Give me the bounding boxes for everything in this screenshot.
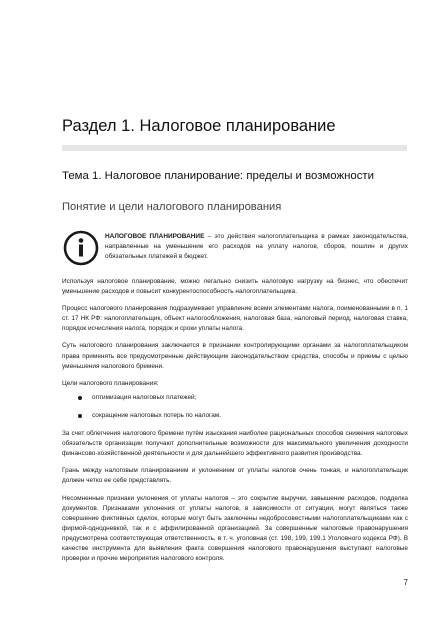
definition-block bbox=[105, 232, 408, 262]
paragraph: Несомненные признаки уклонения от уплаты налогов – это сокрытие выручки, завышение расходов, подделка документов. Признаками уклонения от уплаты налогов, в зависимости от ситуации, могут являться также совершение фиктивных сделок, которые могут быть заключены недобросовестными налогоплательщиками как с фирмой-однодневкой, так и с аффилированной организацией. За совершенные налоговые правонарушения предусмотрена соответствующая ответственность, в т. ч. уголовная (ст. 198, 199, 199.1 Уголовного кодекса РФ). В качестве инструмента для выявления факта совершения налогового правонарушения выступают налоговые проверки и прочие мероприятия налогового контроля. bbox=[62, 494, 408, 563]
section-title: Раздел 1. Налоговое планирование bbox=[62, 117, 336, 135]
list-item: оптимизация налоговых платежей; bbox=[84, 393, 408, 403]
goals-list bbox=[62, 393, 408, 421]
list-item: сокращение налоговых потерь по налогам. bbox=[84, 411, 408, 421]
section-divider bbox=[62, 145, 407, 151]
page-number: 7 bbox=[403, 578, 408, 587]
subsection-title: Понятие и цели налогового планирования bbox=[62, 201, 282, 213]
paragraph: Суть налогового планирования заключается в признании контролирующими органами за налогоплательщиком права применять все предусмотренные действующим законодательством средства, способы и приемы с целью уменьшения налогового бремени. bbox=[62, 342, 408, 370]
definition-text: – это действия налогоплательщика в рамках законодательства, направленные на уменьшение его расходов на уплату налогов, сборов, пошлин и других обязательных платежей в бюджет. bbox=[105, 233, 408, 261]
body-text bbox=[62, 277, 408, 571]
paragraph: За счет облегчения налогового бремени путём изыскания наиболее рациональных способов снижения налоговых обязательств организации получают дополнительные возможности для максимального увеличения доходности финансово-хозяйственной деятельности и для дальнейшего эффективного развития производства. bbox=[62, 430, 408, 458]
paragraph: Процесс налогового планирования подразумевает управление всеми элементами налога, поименованными в п. 1 ст. 17 НК РФ: налогоплательщик, объект налогообложения, налоговая база, налоговый период, налоговая ставка, порядок исчисления налога, порядок и сроки уплаты налога. bbox=[62, 305, 408, 333]
goals-heading: Цели налогового планирования: bbox=[62, 379, 159, 387]
definition-term: НАЛОГОВОЕ ПЛАНИРОВАНИЕ bbox=[105, 233, 205, 240]
paragraph: Грань между налоговым планированием и уклонением от уплаты налогов очень тонкая, и налогоплательщик должен четко ее себе представлять. bbox=[62, 467, 408, 485]
info-icon bbox=[62, 229, 100, 267]
paragraph: Используя налоговое планирование, можно легально снизить налоговую нагрузку на бизнес, что обеспечит уменьшение расходов и повысит конкурентоспособность налогоплательщика. bbox=[62, 278, 408, 296]
theme-title: Тема 1. Налоговое планирование: пределы и возможности bbox=[62, 170, 374, 182]
